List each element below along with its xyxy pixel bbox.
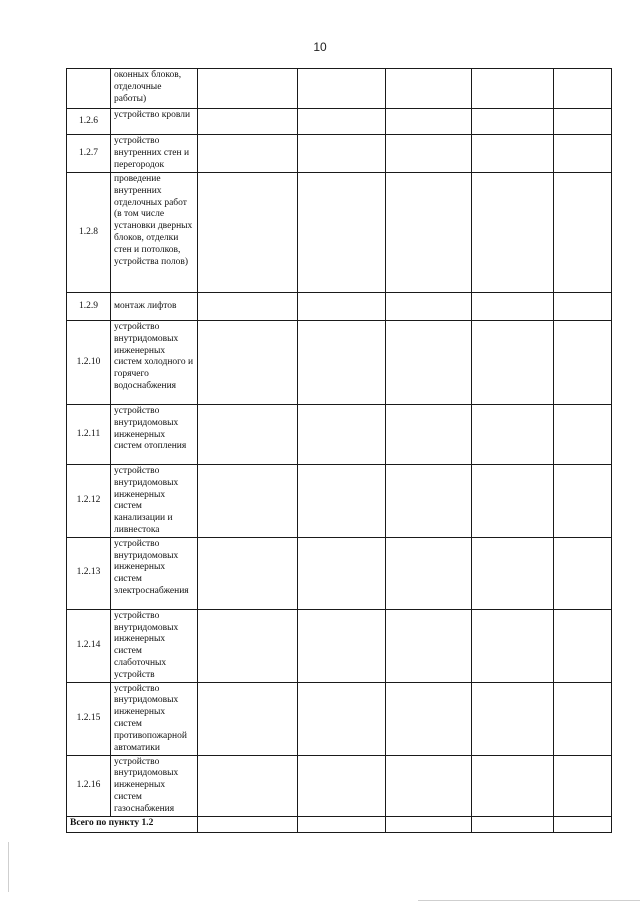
- row-number: 1.2.14: [67, 609, 111, 682]
- empty-cell: [554, 405, 612, 465]
- empty-cell: [386, 682, 472, 755]
- empty-cell: [298, 537, 386, 609]
- empty-cell: [298, 405, 386, 465]
- empty-cell: [198, 293, 298, 321]
- empty-cell: [386, 465, 472, 538]
- row-number: [67, 69, 111, 109]
- table-row: [67, 69, 612, 109]
- row-number: 1.2.10: [67, 321, 111, 405]
- scan-edge-line: [418, 900, 640, 901]
- row-number: 1.2.12: [67, 465, 111, 538]
- row-number: 1.2.9: [67, 293, 111, 321]
- empty-cell: [298, 465, 386, 538]
- empty-cell: [472, 405, 554, 465]
- empty-cell: [386, 816, 472, 832]
- empty-cell: [554, 321, 612, 405]
- empty-cell: [386, 173, 472, 293]
- empty-cell: [386, 405, 472, 465]
- empty-cell: [298, 682, 386, 755]
- empty-cell: [298, 109, 386, 135]
- work-description: устройство внутридомовых инженерных систем отопления: [111, 405, 198, 465]
- empty-cell: [298, 69, 386, 109]
- empty-cell: [472, 537, 554, 609]
- empty-cell: [472, 69, 554, 109]
- empty-cell: [198, 109, 298, 135]
- empty-cell: [198, 755, 298, 816]
- empty-cell: [198, 405, 298, 465]
- empty-cell: [298, 816, 386, 832]
- work-description: оконных блоков, отделочные работы): [111, 69, 198, 109]
- empty-cell: [554, 755, 612, 816]
- work-description: устройство внутридомовых инженерных систем слаботочных устройств: [111, 609, 198, 682]
- work-description: устройство кровли: [111, 109, 198, 135]
- row-number: 1.2.13: [67, 537, 111, 609]
- empty-cell: [554, 135, 612, 173]
- work-description: устройство внутридомовых инженерных систем электроснабжения: [111, 537, 198, 609]
- empty-cell: [472, 755, 554, 816]
- empty-cell: [554, 682, 612, 755]
- table-row: [67, 173, 612, 293]
- work-description: устройство внутридомовых инженерных систем газоснабжения: [111, 755, 198, 816]
- works-table: [66, 68, 612, 833]
- empty-cell: [298, 755, 386, 816]
- empty-cell: [198, 609, 298, 682]
- empty-cell: [472, 293, 554, 321]
- empty-cell: [298, 135, 386, 173]
- empty-cell: [386, 537, 472, 609]
- table-row: [67, 537, 612, 609]
- table-row: [67, 293, 612, 321]
- empty-cell: [554, 109, 612, 135]
- empty-cell: [198, 135, 298, 173]
- empty-cell: [472, 816, 554, 832]
- empty-cell: [298, 293, 386, 321]
- work-description: монтаж лифтов: [111, 293, 198, 321]
- empty-cell: [554, 537, 612, 609]
- empty-cell: [386, 135, 472, 173]
- empty-cell: [472, 609, 554, 682]
- empty-cell: [472, 321, 554, 405]
- empty-cell: [472, 682, 554, 755]
- empty-cell: [386, 109, 472, 135]
- work-description: устройство внутридомовых инженерных систем противопожарной автоматики: [111, 682, 198, 755]
- table-row: [67, 109, 612, 135]
- empty-cell: [472, 465, 554, 538]
- table-row: [67, 755, 612, 816]
- empty-cell: [298, 609, 386, 682]
- empty-cell: [554, 173, 612, 293]
- empty-cell: [554, 465, 612, 538]
- table-row: [67, 609, 612, 682]
- empty-cell: [198, 816, 298, 832]
- row-number: 1.2.11: [67, 405, 111, 465]
- empty-cell: [554, 609, 612, 682]
- empty-cell: [386, 321, 472, 405]
- row-number: 1.2.16: [67, 755, 111, 816]
- empty-cell: [198, 537, 298, 609]
- empty-cell: [554, 293, 612, 321]
- empty-cell: [386, 755, 472, 816]
- empty-cell: [298, 173, 386, 293]
- total-label: Всего по пункту 1.2: [67, 816, 198, 832]
- table-row: [67, 405, 612, 465]
- row-number: 1.2.15: [67, 682, 111, 755]
- empty-cell: [472, 109, 554, 135]
- scan-edge-line: [8, 842, 9, 892]
- empty-cell: [554, 69, 612, 109]
- table-row: [67, 321, 612, 405]
- empty-cell: [198, 173, 298, 293]
- row-number: 1.2.7: [67, 135, 111, 173]
- empty-cell: [198, 682, 298, 755]
- work-description: устройство внутренних стен и перегородок: [111, 135, 198, 173]
- table-row: [67, 135, 612, 173]
- page-number: 10: [313, 40, 327, 54]
- empty-cell: [298, 321, 386, 405]
- row-number: 1.2.6: [67, 109, 111, 135]
- work-description: устройство внутридомовых инженерных систем холодного и горячего водоснабжения: [111, 321, 198, 405]
- total-row: [67, 816, 612, 832]
- empty-cell: [386, 293, 472, 321]
- row-number: 1.2.8: [67, 173, 111, 293]
- empty-cell: [198, 321, 298, 405]
- empty-cell: [198, 465, 298, 538]
- work-description: устройство внутридомовых инженерных систем канализации и ливнестока: [111, 465, 198, 538]
- empty-cell: [386, 609, 472, 682]
- empty-cell: [554, 816, 612, 832]
- work-description: проведение внутренних отделочных работ (в том числе установки дверных блоков, отделки стен и потолков, устройства полов): [111, 173, 198, 293]
- table-row: [67, 465, 612, 538]
- empty-cell: [472, 173, 554, 293]
- empty-cell: [472, 135, 554, 173]
- empty-cell: [386, 69, 472, 109]
- empty-cell: [198, 69, 298, 109]
- table-row: [67, 682, 612, 755]
